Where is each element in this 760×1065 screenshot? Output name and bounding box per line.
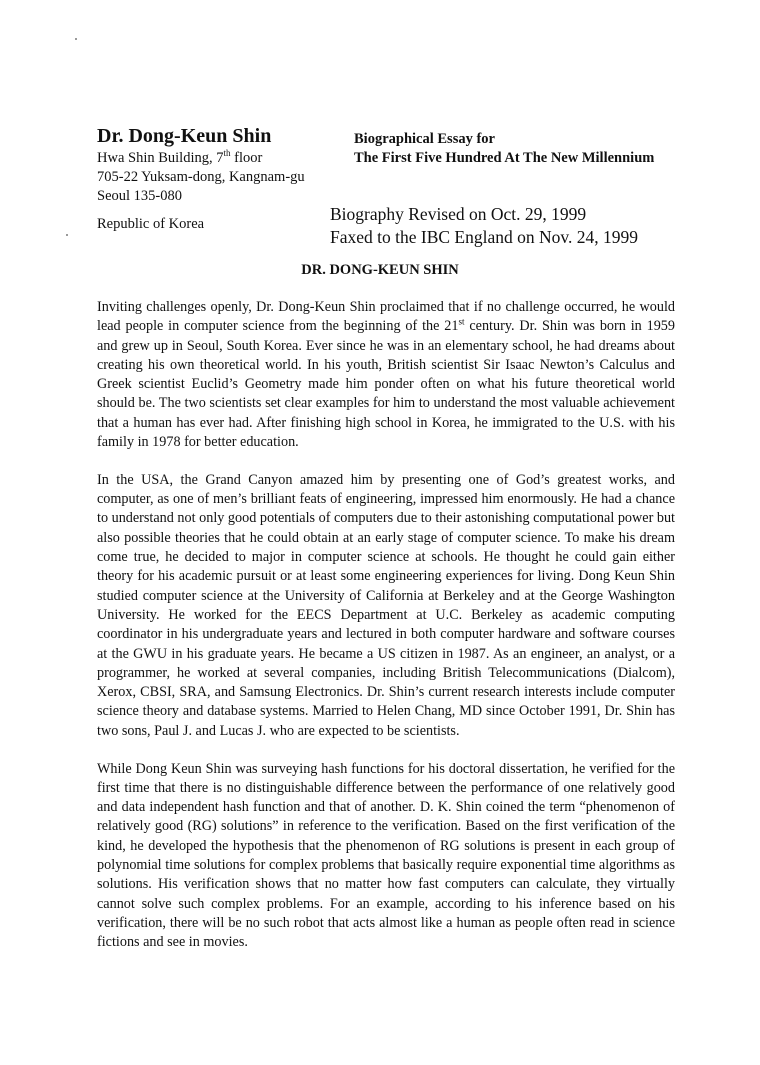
author-name: Dr. Dong-Keun Shin xyxy=(97,125,272,147)
paragraph-2: In the USA, the Grand Canyon amazed him by presenting one of God’s greatest works, and computer, as one of men’s brilliant feats of engineering, impressed him enormously. He had a chance to understand not only good potentials of computers due to their astonishing computational power but also possible theories that he could obtain at an early stage of computer science. To make his dream come true, he decided to major in computer science at schools. He thought he could gain either theory for his academic pursuit or at least some engineering experiences for living. Dong Keun Shin studied computer science at the University of California at Berkeley and at the George Washington University. He worked for the EECS Department at U.C. Berkeley as academic computing coordinator in his undergraduate years and lectured in both computer hardware and software courses at the GWU in his graduate years. He became a US citizen in 1987. As an engineer, an analyst, or a programmer, he worked at several companies, including British Telecommunications (Dialcom), Xerox, CBSI, SRA, and Samsung Electronics. Dr. Shin’s current research interests include computer science theory and database systems. Married to Helen Chang, MD since October 1991, Dr. Shin has two sons, Paul J. and Lucas J. who are expected to be scientists. xyxy=(97,471,675,739)
address-line-city: Seoul 135-080 xyxy=(97,188,182,204)
essay-title-line1: Biographical Essay for xyxy=(354,131,495,147)
revision-block xyxy=(330,203,638,249)
address-line-building: Hwa Shin Building, 7th floor xyxy=(97,148,263,166)
address-block xyxy=(97,149,305,234)
essay-title-line2: The First Five Hundred At The New Millennium xyxy=(354,150,655,166)
paragraph-1: Inviting challenges openly, Dr. Dong-Keun Shin proclaimed that if no challenge occurred, he would lead people in computer science from the beginning of the 21st century. Dr. Shin was born in 1959 and grew up in Seoul, South Korea. Ever since he was in an elementary school, he had dreams about creating his own theoretical world. In his youth, British scientist Sir Isaac Newton’s Calculus and Greek scientist Euclid’s Geometry made him ponder often on what his future theoretical world should be. The two scientists set clear examples for him to understand the most valuable achievement that a human has ever had. After finishing high school in Korea, he immigrated to the U.S. with his family in 1978 for better education. xyxy=(97,299,675,451)
address-line-country: Republic of Korea xyxy=(97,216,205,232)
address-line-street: 705-22 Yuksam-dong, Kangnam-gu xyxy=(97,169,305,185)
faxed-date: Faxed to the IBC England on Nov. 24, 1999 xyxy=(330,227,639,247)
revised-date: Biography Revised on Oct. 29, 1999 xyxy=(330,204,587,224)
paragraph-3: While Dong Keun Shin was surveying hash functions for his doctoral dissertation, he verified for the first time that there is no distinguishable difference between the performance of one relatively good and data independent hash function and that of another. D. K. Shin coined the term “phenomenon of relatively good (RG) solutions” in reference to the verification. Based on the first verification of the kind, he developed the hypothesis that the phenomenon of RG solutions is present in each group of polynomial time solutions for complex problems that basically require exponential time algorithms as solutions. His verification shows that no matter how fast computers can calculate, they virtually cannot solve such complex problems. For an example, according to his inference based on his verification, there will be no such robot that acts almost like a human as people often read in science fictions and see in movies. xyxy=(97,760,675,951)
scan-speck xyxy=(75,38,77,40)
essay-title-block xyxy=(354,130,654,168)
scan-speck xyxy=(66,234,68,236)
biography-body xyxy=(97,298,675,971)
biography-heading: DR. DONG-KEUN SHIN xyxy=(301,262,459,278)
